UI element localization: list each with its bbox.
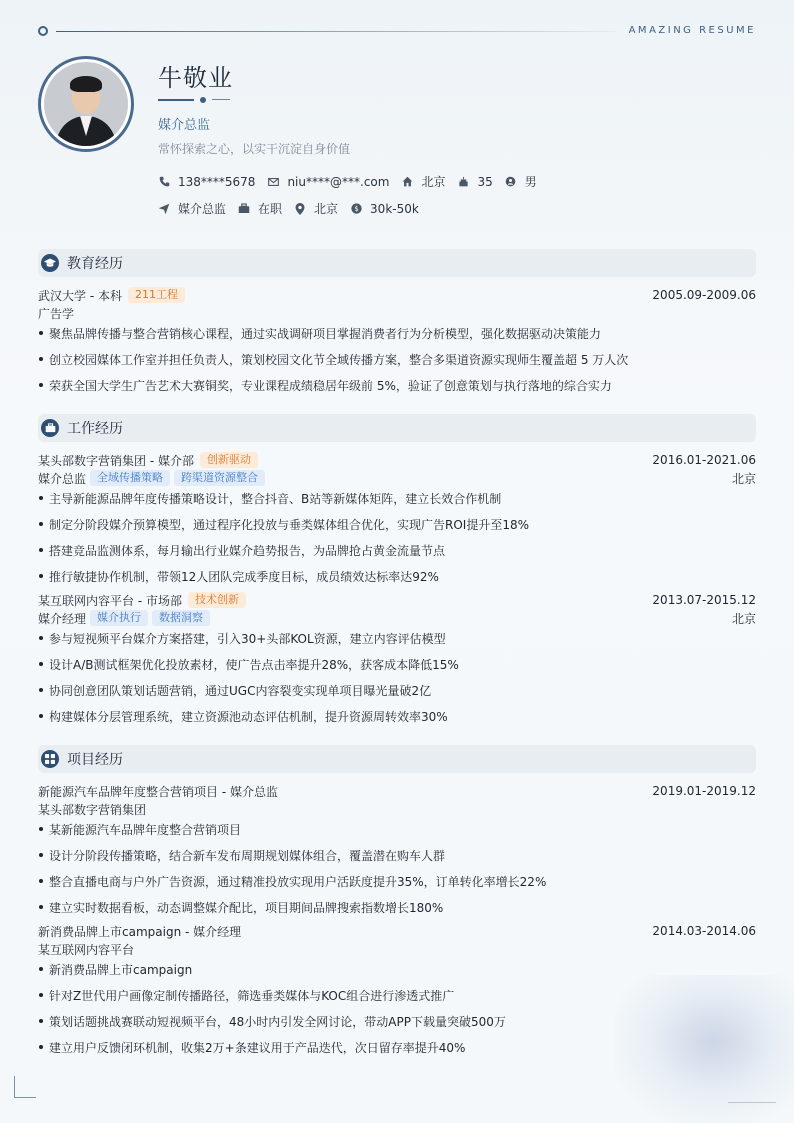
target-city-item bbox=[294, 200, 338, 217]
education-section-title: 教育经历 bbox=[67, 256, 123, 272]
project-section-title: 项目经历 bbox=[67, 752, 123, 768]
project-2-header bbox=[38, 922, 756, 940]
work-section-title: 工作经历 bbox=[67, 421, 123, 437]
work-2-tag: 技术创新 bbox=[188, 592, 246, 608]
list-item: 新消费品牌上市campaign bbox=[38, 961, 756, 977]
decorative-blur bbox=[615, 975, 794, 1123]
brand-label: AMAZING RESUME bbox=[628, 25, 756, 36]
avatar bbox=[38, 56, 134, 152]
project-1-org-line bbox=[38, 800, 756, 818]
education-section-header bbox=[38, 249, 756, 277]
work-1-tag: 创新驱动 bbox=[200, 452, 258, 468]
work-1-header bbox=[38, 451, 756, 469]
project-2-org-line bbox=[38, 940, 756, 958]
work-section-header bbox=[38, 414, 756, 442]
list-item: 建立实时数据看板，动态调整媒介配比，项目期间品牌搜索指数增长180% bbox=[38, 899, 756, 915]
email-text: niu****@***.com bbox=[287, 174, 390, 189]
gender-text: 男 bbox=[524, 175, 537, 189]
phone-icon bbox=[158, 176, 170, 188]
work-1-company: 某头部数字营销集团 - 媒介部 bbox=[38, 453, 194, 468]
work-2-date: 2013.07-2015.12 bbox=[652, 593, 756, 607]
education-major: 广告学 bbox=[38, 306, 75, 321]
work-1-skill-tag: 全域传播策略 bbox=[90, 470, 170, 486]
city-item bbox=[401, 173, 445, 190]
avatar-photo bbox=[44, 62, 128, 146]
gender-item bbox=[505, 173, 537, 190]
project-2-org: 某互联网内容平台 bbox=[38, 942, 135, 957]
work-2-skill-tag: 数据洞察 bbox=[152, 610, 210, 626]
send-icon bbox=[158, 203, 170, 215]
work-2-role-line bbox=[38, 609, 756, 627]
list-item: 制定分阶段媒介预算模型，通过程序化投放与垂类媒体组合优化，实现广告ROI提升至18% bbox=[38, 516, 756, 532]
project-1-name: 新能源汽车品牌年度整合营销项目 - 媒介总监 bbox=[38, 784, 278, 799]
home-icon bbox=[401, 176, 413, 188]
age-text: 35 bbox=[477, 174, 493, 189]
project-1-org: 某头部数字营销集团 bbox=[38, 802, 147, 817]
target-city-text: 北京 bbox=[314, 202, 339, 216]
salary-text: 30k-50k bbox=[370, 201, 419, 216]
candidate-name: 牛敬业 bbox=[158, 64, 233, 92]
list-item: 设计分阶段传播策略，结合新车发布周期规划媒体组合，覆盖潜在购车人群 bbox=[38, 847, 756, 863]
work-2-company: 某互联网内容平台 - 市场部 bbox=[38, 593, 182, 608]
education-tag: 211工程 bbox=[128, 287, 185, 303]
candidate-title: 媒介总监 bbox=[158, 118, 211, 133]
briefcase-icon bbox=[238, 203, 250, 215]
svg-text:$: $ bbox=[353, 204, 359, 213]
list-item: 推行敏捷协作机制，带领12人团队完成季度目标，成员绩效达标率达92% bbox=[38, 568, 756, 584]
list-item: 某新能源汽车品牌年度整合营销项目 bbox=[38, 821, 756, 837]
briefcase-section-icon bbox=[41, 419, 59, 437]
status-text: 在职 bbox=[258, 202, 283, 216]
education-date: 2005.09-2009.06 bbox=[652, 288, 756, 302]
header-ring-decoration bbox=[38, 26, 48, 36]
candidate-motto: 常怀探索之心，以实干沉淀自身价值 bbox=[158, 142, 351, 156]
project-2-name: 新消费品牌上市campaign - 媒介经理 bbox=[38, 924, 242, 939]
project-2-date: 2014.03-2014.06 bbox=[652, 924, 756, 938]
education-school: 武汉大学 - 本科 bbox=[38, 288, 122, 303]
education-major-line bbox=[38, 304, 756, 322]
phone-item bbox=[158, 175, 255, 189]
corner-decoration-left bbox=[14, 1076, 36, 1098]
avatar-hair bbox=[70, 76, 102, 92]
work-2-location: 北京 bbox=[731, 611, 756, 626]
work-1-skill-tag: 跨渠道资源整合 bbox=[174, 470, 265, 486]
grid-icon bbox=[41, 750, 59, 768]
corner-decoration-right bbox=[728, 1102, 776, 1103]
list-item: 主导新能源品牌年度传播策略设计，整合抖音、B站等新媒体矩阵，建立长效合作机制 bbox=[38, 490, 756, 506]
work-1-role-line bbox=[38, 469, 756, 487]
project-section-header bbox=[38, 745, 756, 773]
list-item: 构建媒体分层管理系统，建立资源池动态评估机制，提升资源周转效率30% bbox=[38, 708, 756, 724]
gender-icon bbox=[505, 176, 517, 188]
intent-row bbox=[158, 200, 431, 217]
work-1-location: 北京 bbox=[731, 471, 756, 486]
email-icon bbox=[267, 176, 279, 188]
salary-item bbox=[350, 202, 419, 216]
email-item bbox=[267, 175, 389, 189]
age-item bbox=[457, 175, 492, 189]
phone-text: 138****5678 bbox=[178, 174, 256, 189]
list-item: 整合直播电商与户外广告资源，通过精准投放实现用户活跃度提升35%，订单转化率增长22% bbox=[38, 873, 756, 889]
target-job-item bbox=[158, 200, 226, 217]
work-2-skill-tag: 媒介执行 bbox=[90, 610, 148, 626]
list-item: 设计A/B测试框架优化投放素材，使广告点击率提升28%，获客成本降低15% bbox=[38, 656, 756, 672]
list-item: 针对Z世代用户画像定制传播路径，筛选垂类媒体与KOC组合进行渗透式推广 bbox=[38, 987, 756, 1003]
work-2-header bbox=[38, 591, 756, 609]
status-item bbox=[238, 200, 282, 217]
list-item: 建立用户反馈闭环机制，收集2万+条建议用于产品迭代，次日留存率提升40% bbox=[38, 1039, 756, 1055]
project-1-date: 2019.01-2019.12 bbox=[652, 784, 756, 798]
name-divider bbox=[158, 96, 232, 104]
location-pin-icon bbox=[294, 203, 306, 215]
list-item: 策划话题挑战赛联动短视频平台，48小时内引发全网讨论，带动APP下载量突破500万 bbox=[38, 1013, 756, 1029]
list-item: 协同创意团队策划话题营销，通过UGC内容裂变实现单项目曝光量破2亿 bbox=[38, 682, 756, 698]
list-item: 聚焦品牌传播与整合营销核心课程，通过实战调研项目掌握消费者行为分析模型，强化数据驱动决策能力 bbox=[38, 325, 756, 341]
list-item: 搭建竞品监测体系，每月输出行业媒介趋势报告，为品牌抢占黄金流量节点 bbox=[38, 542, 756, 558]
education-header bbox=[38, 286, 756, 304]
money-icon bbox=[350, 203, 362, 215]
graduation-cap-icon bbox=[41, 254, 59, 272]
target-job-text: 媒介总监 bbox=[178, 202, 227, 216]
project-1-header bbox=[38, 782, 756, 800]
cake-icon bbox=[457, 176, 469, 188]
work-2-role: 媒介经理 bbox=[38, 611, 87, 626]
list-item: 创立校园媒体工作室并担任负责人，策划校园文化节全域传播方案，整合多渠道资源实现师生覆盖超 5 万人次 bbox=[38, 351, 756, 367]
list-item: 荣获全国大学生广告艺术大赛铜奖，专业课程成绩稳居年级前 5%，验证了创意策划与执行落地的综合实力 bbox=[38, 377, 756, 393]
work-1-role: 媒介总监 bbox=[38, 471, 87, 486]
list-item: 参与短视频平台媒介方案搭建，引入30+头部KOL资源，建立内容评估模型 bbox=[38, 630, 756, 646]
city-text: 北京 bbox=[421, 175, 446, 189]
work-1-date: 2016.01-2021.06 bbox=[652, 453, 756, 467]
contact-row bbox=[158, 173, 549, 190]
header-line-decoration bbox=[56, 31, 616, 32]
